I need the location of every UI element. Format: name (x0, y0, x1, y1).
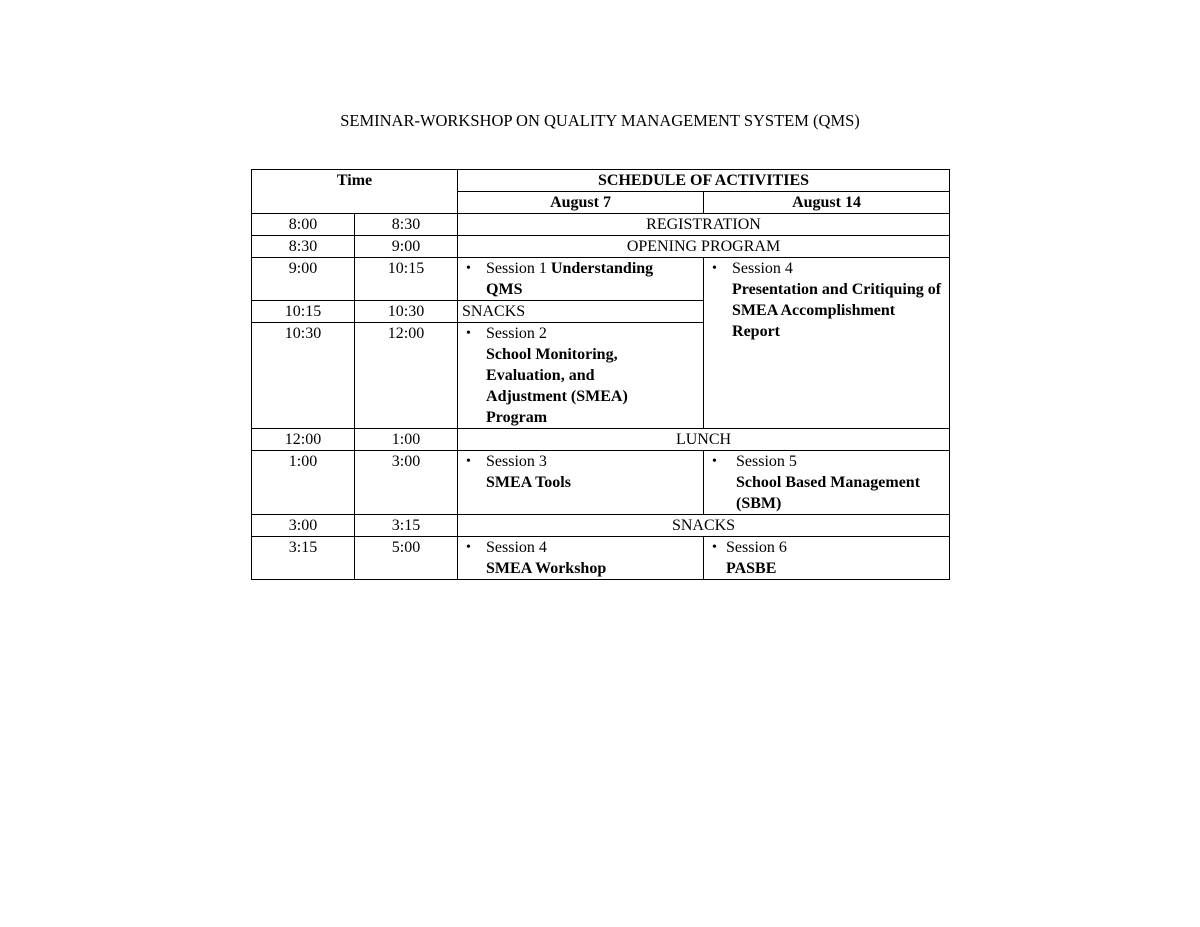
start-time: 3:00 (252, 515, 355, 537)
session-3-cell (458, 451, 704, 515)
start-time: 8:30 (252, 236, 355, 258)
end-time: 10:30 (355, 301, 458, 323)
end-time: 10:15 (355, 258, 458, 301)
session-title: SMEA Workshop (486, 560, 607, 577)
start-time: 10:15 (252, 301, 355, 323)
snacks-pm-cell: SNACKS (458, 515, 950, 537)
session-label: Session 5 (736, 453, 797, 470)
bullet-icon: • (712, 261, 717, 276)
session-4-presentation-cell (704, 258, 950, 429)
day2-header: August 14 (704, 192, 950, 214)
lunch-cell: LUNCH (458, 429, 950, 451)
table-row (252, 429, 950, 451)
session-4-workshop-cell (458, 537, 704, 580)
session-5-cell (704, 451, 950, 515)
session-title: School Monitoring, Evaluation, and Adjustment (SMEA) Program (486, 346, 628, 426)
bullet-icon: • (466, 540, 471, 555)
table-row (252, 236, 950, 258)
end-time: 1:00 (355, 429, 458, 451)
start-time: 1:00 (252, 451, 355, 515)
opening-program-cell: OPENING PROGRAM (458, 236, 950, 258)
table-row (252, 258, 950, 301)
table-row (252, 537, 950, 580)
end-time: 3:00 (355, 451, 458, 515)
session-label: Session 4 (486, 539, 547, 556)
page-title: SEMINAR-WORKSHOP ON QUALITY MANAGEMENT SYSTEM (QMS) (340, 111, 860, 130)
bullet-icon: • (466, 454, 471, 469)
session-label: Session 6 (726, 539, 787, 556)
start-time: 9:00 (252, 258, 355, 301)
session-title: QMS (486, 281, 523, 298)
end-time: 9:00 (355, 236, 458, 258)
registration-cell: REGISTRATION (458, 214, 950, 236)
bullet-icon: • (712, 540, 717, 555)
table-row (252, 451, 950, 515)
session-title: Presentation and Critiquing of SMEA Accomplishment Report (732, 281, 942, 340)
session-title: Understanding (550, 260, 654, 277)
session-2-cell (458, 323, 704, 429)
end-time: 12:00 (355, 323, 458, 429)
session-1-cell (458, 258, 704, 301)
table-row (252, 515, 950, 537)
session-label: Session 1 (486, 260, 547, 277)
session-title: SMEA Tools (486, 474, 571, 491)
session-label: Session 2 (486, 325, 547, 342)
session-title: School Based Management (SBM) (736, 474, 921, 512)
schedule-table (251, 169, 950, 580)
end-time: 3:15 (355, 515, 458, 537)
end-time: 5:00 (355, 537, 458, 580)
bullet-icon: • (466, 261, 471, 276)
session-label: Session 3 (486, 453, 547, 470)
snacks-am-cell: SNACKS (458, 301, 704, 323)
session-label: Session 4 (732, 260, 793, 277)
session-6-cell (704, 537, 950, 580)
schedule-header: SCHEDULE OF ACTIVITIES (458, 170, 950, 192)
table-row (252, 214, 950, 236)
bullet-icon: • (712, 454, 717, 469)
start-time: 3:15 (252, 537, 355, 580)
day1-header: August 7 (458, 192, 704, 214)
end-time: 8:30 (355, 214, 458, 236)
start-time: 12:00 (252, 429, 355, 451)
bullet-icon: • (466, 326, 471, 341)
start-time: 10:30 (252, 323, 355, 429)
start-time: 8:00 (252, 214, 355, 236)
session-title: PASBE (726, 560, 777, 577)
time-header: Time (252, 170, 458, 214)
